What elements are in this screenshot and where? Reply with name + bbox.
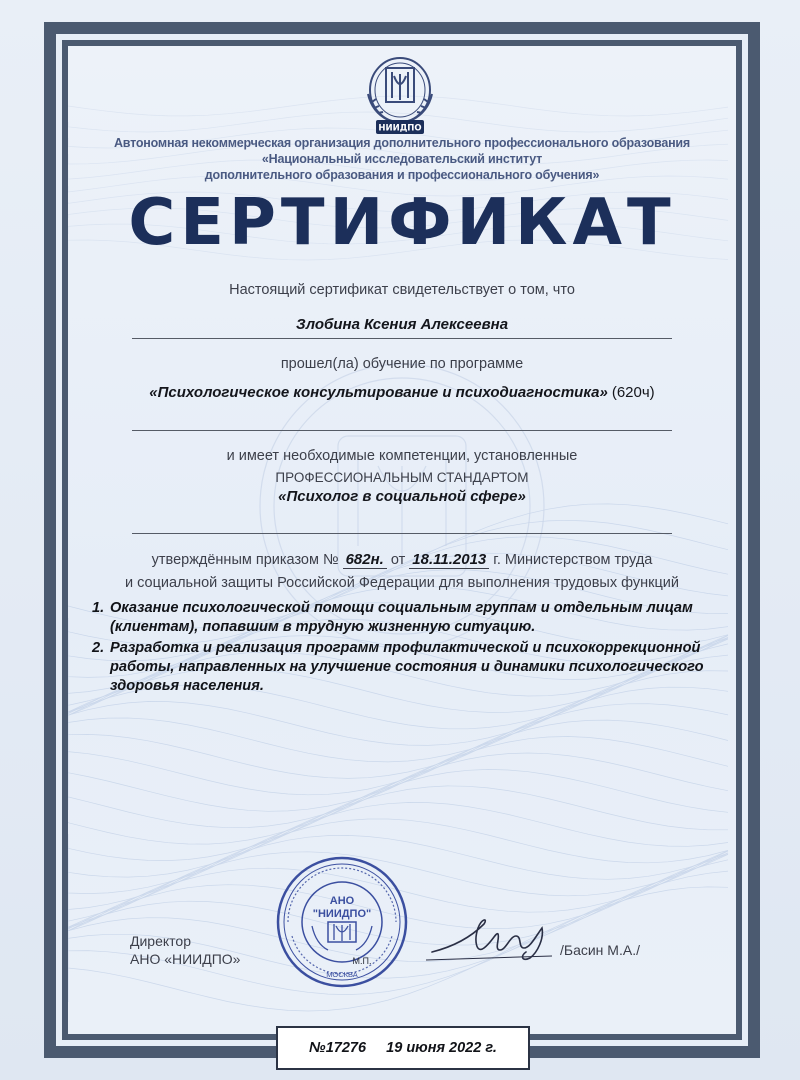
order-row [68,551,736,568]
program-hours: (620ч) [611,384,655,401]
program-row [68,384,736,401]
certificate-number-box [276,1026,530,1070]
director-org: АНО «НИИДПО» [130,951,241,967]
order-prefix: утверждённым приказом № [151,552,339,568]
function-text: Разработка и реализация программ профилактической и психокоррекционной работы, направленных на улучшение состояния и динамики психологического здоровья населения. [110,640,704,694]
director-name: /Басин М.А./ [560,942,640,958]
certificate-title: СЕРТИФИКАТ [128,186,676,260]
standard-label: ПРОФЕССИОНАЛЬНЫМ СТАНДАРТОМ [275,470,529,485]
order-from: от [390,552,406,568]
function-number: 1. [92,600,105,616]
stamp-center-name: "НИИДПО" [312,908,372,920]
stamp-mp-label: М.П. [352,956,372,966]
order-date: 18.11.2013 [409,551,489,569]
functions-list [92,599,712,698]
standard-name: «Психолог в социальной сфере» [278,488,526,505]
recipient-underline [132,338,672,339]
recipient-name: Злобина Ксения Алексеевна [295,316,509,333]
stamp-center-top: АНО [329,895,355,907]
function-number: 2. [92,640,105,656]
official-stamp [274,854,410,990]
certificate-number: 17276 [325,1040,367,1056]
institute-emblem-icon [358,50,442,138]
order-number: 682н. [343,551,387,569]
director-block [130,932,240,968]
standard-row [68,488,736,505]
org-line-2: «Национальный исследовательский институт [261,152,543,166]
org-line-1: Автономная некоммерческая организация дополнительного профессионального образования [113,136,691,150]
stamp-city: МОСКВА [326,970,358,979]
function-item [92,599,712,637]
order-line-2: и социальной защиты Российской Федерации для выполнения трудовых функций [125,575,679,591]
director-signature [426,906,556,976]
director-title: Директор [130,933,191,949]
issue-date: 19 июня 2022 г. [386,1040,497,1056]
certificate-paper [68,46,736,1034]
order-suffix: г. Министерством труда [493,552,653,568]
completed-text: прошел(ла) обучение по программе [280,356,524,372]
program-underline [132,430,672,431]
competence-text: и имеет необходимые компетенции, установленные [226,448,578,464]
program-name: «Психологическое консультирование и психодиагностика» [149,384,608,401]
intro-text: Настоящий сертификат свидетельствует о том, что [229,282,575,298]
function-text: Оказание психологической помощи социальным группам и отдельным лицам (клиентам), попавшим в трудную жизненную ситуацию. [110,600,693,635]
function-item [92,639,712,696]
standard-underline [132,533,672,534]
org-line-3: дополнительного образования и профессионального обучения» [204,168,600,182]
emblem-label: НИИДПО [378,123,422,134]
recipient-name-row [68,316,736,333]
number-prefix: № [309,1040,326,1056]
